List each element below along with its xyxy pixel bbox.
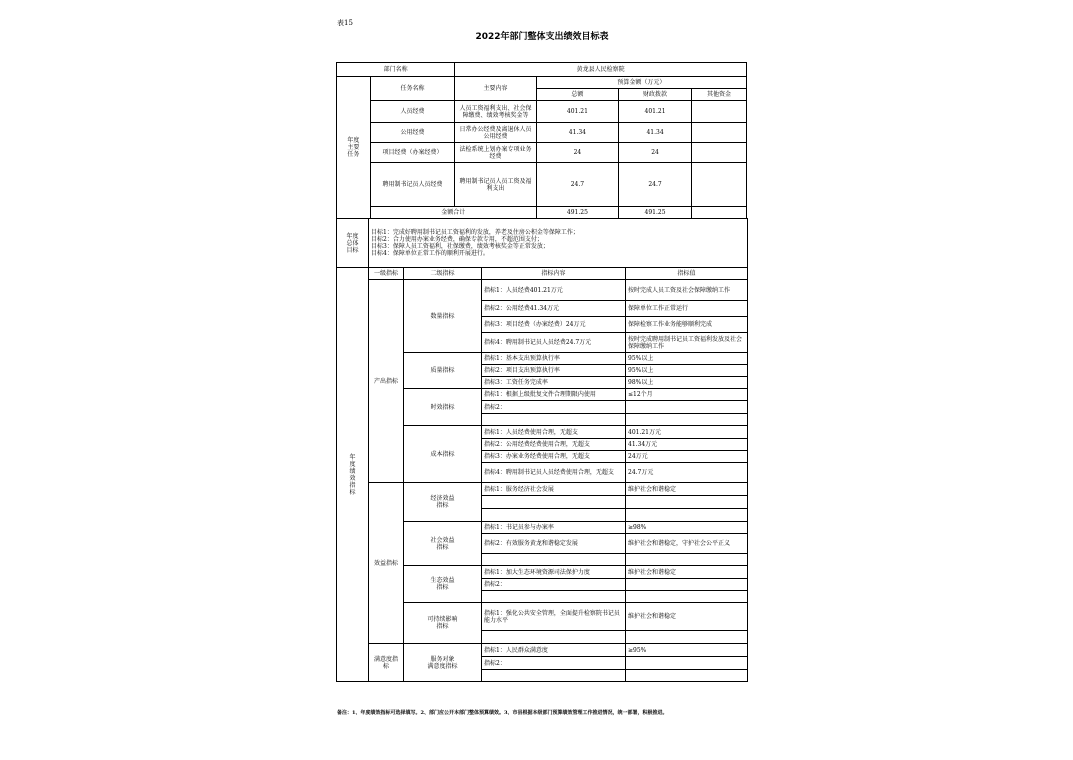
fiscal-header: 财政拨款 <box>619 89 692 101</box>
table-row: 生态效益 指标 指标1：加大生态环境资源司法保护力度 维护社会和谐稳定 <box>337 566 748 579</box>
table-row: 指标2：项目支出预算执行率 95%以上 <box>337 365 748 377</box>
l2-eco: 生态效益 指标 <box>404 566 482 603</box>
indicator-table <box>336 267 748 682</box>
l2-time: 时效指标 <box>404 389 482 426</box>
sum-fiscal: 491.25 <box>619 207 692 219</box>
task-header: 任务名称 <box>370 77 455 101</box>
l2-sustain: 可持续影响 指标 <box>404 603 482 644</box>
table-row: 指标2： <box>337 401 748 414</box>
overall-label: 年度 总体 目标 <box>337 219 369 268</box>
l1-output: 产出指标 <box>369 280 404 483</box>
budget-table <box>336 62 747 219</box>
l2-quality: 质量指标 <box>404 353 482 389</box>
table-row: 指标2：公用经费41.34万元 保障单位工作正常运行 <box>337 301 748 317</box>
table-row: 指标4：聘用制书记员人员经费使用合理，无超支 24.7万元 <box>337 463 748 483</box>
content-col-header: 指标内容 <box>482 268 626 280</box>
dept-label: 部门名称 <box>337 63 455 77</box>
l2-economic: 经济效益 指标 <box>404 483 482 522</box>
table-row: 指标3：项目经费（办案经费）24万元 保障检察工作业务能够顺利完成 <box>337 317 748 333</box>
l2-cost: 成本指标 <box>404 426 482 483</box>
goal-item: 目标1：完成好聘用制书记员工资福利的发放，养老及住房公积金等保障工作； <box>371 229 579 236</box>
table-row: 指标3：办案业务经费使用合理，无超支 24万元 <box>337 451 748 463</box>
goals-table <box>336 218 748 268</box>
table-row: 指标2：有效服务黄龙和谐稳定发展 维护社会和谐稳定，守护社会公平正义 <box>337 534 748 554</box>
content-header: 主要内容 <box>455 77 536 101</box>
l2-service: 服务对象 满意度指标 <box>404 644 482 682</box>
perf-label: 年 度 绩 效 指 标 <box>337 268 369 682</box>
annual-tasks-label: 年度 主要 任务 <box>337 77 371 219</box>
value-col-header: 指标值 <box>626 268 748 280</box>
task-row: 公用经费 日常办公经费及离退休人员公用经费 41.34 41.34 <box>337 123 747 143</box>
table-row: 社会效益 指标 指标1：书记员参与办案率 ≥98% <box>337 522 748 534</box>
task-row: 项目经费（办案经费） 法检系统上划办案专项业务经费 24 24 <box>337 143 747 163</box>
goals-cell <box>369 219 748 268</box>
other-header: 其他资金 <box>692 89 747 101</box>
table-row: 可持续影响 指标 指标1：强化公共安全管理，全面提升检察院书记员能力水平 维护社会和谐稳定 <box>337 603 748 631</box>
table-row: 时效指标 指标1：根据上级批复文件合理期限内使用 ≤12个月 <box>337 389 748 401</box>
l1-benefit: 效益指标 <box>369 483 404 644</box>
table-row: 指标2： <box>337 579 748 591</box>
sum-row <box>337 207 747 219</box>
task-row: 聘用制书记员人员经费 聘用制书记员人员工资及福利支出 24.7 24.7 <box>337 163 747 207</box>
table-number: 表15 <box>337 19 353 27</box>
table-row: 成本指标 指标1：人员经费使用合理，无超支 401.21万元 <box>337 426 748 439</box>
footnote: 备注：1、年度绩效指标可选择填写。2、部门应公开本部门整体预算绩效。3、市县根据本级部门预算绩效管理工作推进情况，统一部署，积极推进。 <box>337 710 668 716</box>
l2-social: 社会效益 指标 <box>404 522 482 566</box>
goal-item: 目标2：合力使用办案业务经费，确保专款专用，不超范围支付； <box>371 236 543 243</box>
goal-item: 目标3：保障人员工资福利，社保缴费，绩效考核奖金等正常发放； <box>371 243 549 250</box>
table-row: 指标2： <box>337 657 748 670</box>
table-row: 产出指标 数量指标 指标1：人员经费401.21万元 按时完成人员工资及社会保障缴纳工作 <box>337 280 748 301</box>
level2-header: 二级指标 <box>404 268 482 280</box>
table-row: 满意度指 标 服务对象 满意度指标 指标1：人民群众满意度 ≥95% <box>337 644 748 657</box>
l1-satisfaction: 满意度指 标 <box>369 644 404 682</box>
sum-total: 491.25 <box>536 207 618 219</box>
l2-quantity: 数量指标 <box>404 280 482 353</box>
budget-header: 预算金额（万元） <box>536 77 746 89</box>
table-row: 指标2：公用经费经费使用合理，无超支 41.34万元 <box>337 439 748 451</box>
goal-item: 目标4：保障单位正常工作的顺利开展进行。 <box>371 250 489 257</box>
table-row: 指标4：聘用制书记员人员经费24.7万元 按时完成聘用制书记员工资福利发放及社会保障缴纳工作 <box>337 333 748 353</box>
page-title: 2022年部门整体支出绩效目标表 <box>475 32 609 42</box>
dept-name: 黄龙县人民检察院 <box>455 63 747 77</box>
table-row: 质量指标 指标1：基本支出预算执行率 95%以上 <box>337 353 748 365</box>
total-header: 总额 <box>536 89 618 101</box>
table-row: 指标3：工资任务完成率 98%以上 <box>337 377 748 389</box>
table-row: 效益指标 经济效益 指标 指标1：服务经济社会发展 维护社会和谐稳定 <box>337 483 748 496</box>
sum-label: 金额合计 <box>370 207 536 219</box>
task-row: 人员经费 人员工资福利支出、社会保障缴费、绩效考核奖金等 401.21 401.21 <box>337 101 747 123</box>
level1-header: 一级指标 <box>369 268 404 280</box>
